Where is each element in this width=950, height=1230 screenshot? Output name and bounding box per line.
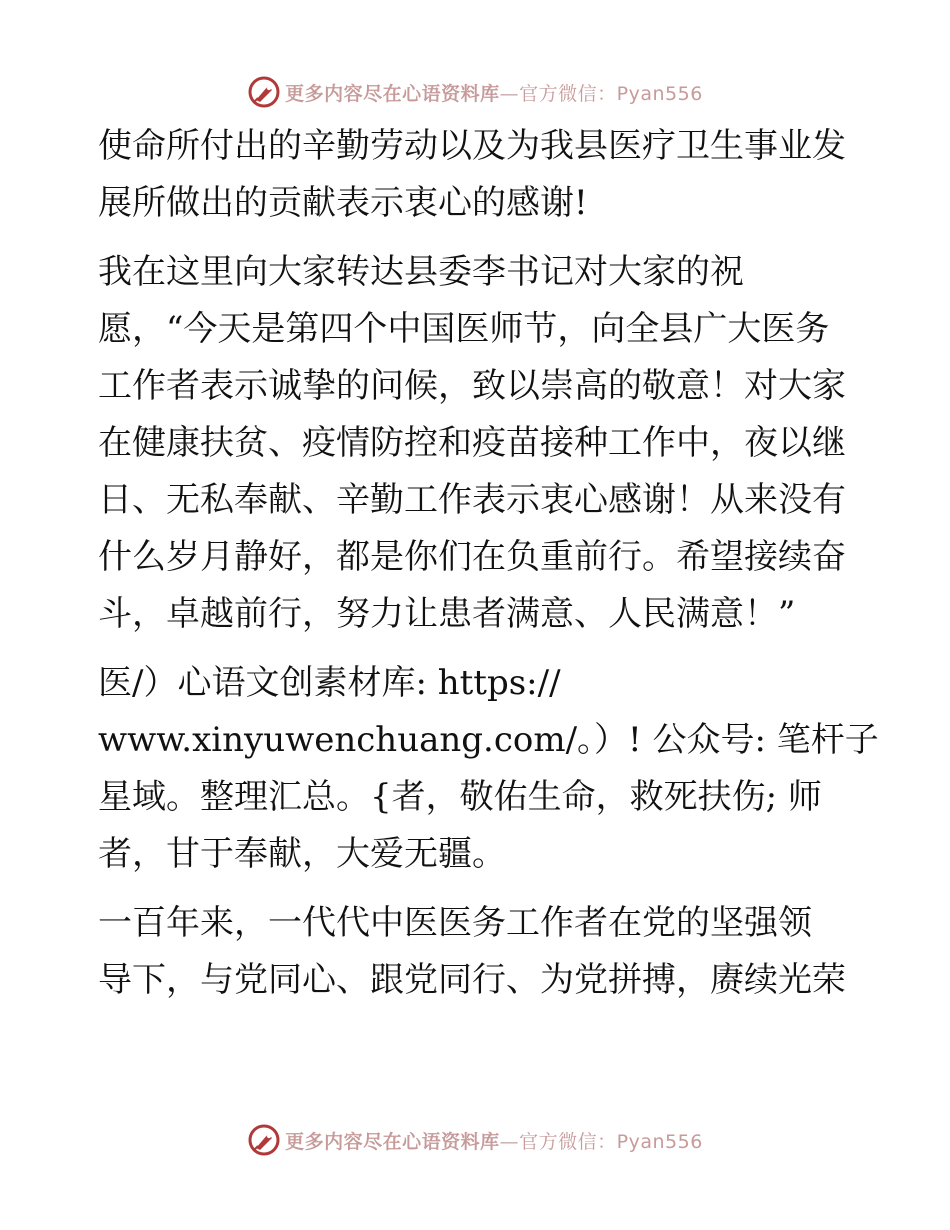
text-line: 什么岁月静好，都是你们在负重前行。希望接续奋 [98,537,846,577]
footer-banner-text [285,1127,703,1154]
text-line: 使命所付出的辛勤劳动以及为我县医疗卫生事业发 [98,126,846,166]
text-line: 在健康扶贫、疫情防控和疫苗接种工作中，夜以继 [98,423,846,463]
text-line: 一百年来，一代代中医医务工作者在党的坚强领 [98,903,812,943]
text-line: 斗，卓越前行，努力让患者满意、人民满意！” [98,594,796,634]
header-banner-wechat: 官方微信：Pyan556 [519,82,703,105]
paragraph-4 [98,895,852,1009]
header-banner-sep: — [499,82,520,105]
text-line: 工作者表示诚挚的问候，致以崇高的敬意！对大家 [98,366,846,406]
footer-banner [0,1120,950,1160]
text-line: 医/）心语文创素材库: https:// [98,663,561,703]
footer-banner-sep: — [499,1130,520,1153]
pen-nib-logo-icon [247,1123,281,1157]
text-line: 者，甘于奉献，大爱无疆。 [98,834,506,874]
text-line: 我在这里向大家转达县委李书记对大家的祝 [98,252,744,292]
text-line: 星域。整理汇总。{者，敬佑生命，救死扶伤; 师 [98,777,822,817]
text-line: 展所做出的贡献表示衷心的感谢! [98,183,588,223]
footer-banner-wechat: 官方微信：Pyan556 [519,1130,703,1153]
pen-nib-logo-icon [247,75,281,109]
header-banner-main: 更多内容尽在心语资料库 [285,82,500,105]
header-banner-text [285,79,703,106]
text-line: 愿，“今天是第四个中国医师节，向全县广大医务 [98,309,830,349]
text-line: 日、无私奉献、辛勤工作表示衷心感谢！从来没有 [98,480,846,520]
header-banner [0,72,950,112]
text-line: www.xinyuwenchuang.com/。）! 公众号: 笔杆子 [98,720,879,760]
paragraph-1 [98,118,852,232]
footer-banner-main: 更多内容尽在心语资料库 [285,1130,500,1153]
text-line: 导下，与党同心、跟党同行、为党拼搏，赓续光荣 [98,960,846,1000]
paragraph-3 [98,655,879,883]
document-body [98,118,879,1009]
paragraph-2 [98,244,852,643]
